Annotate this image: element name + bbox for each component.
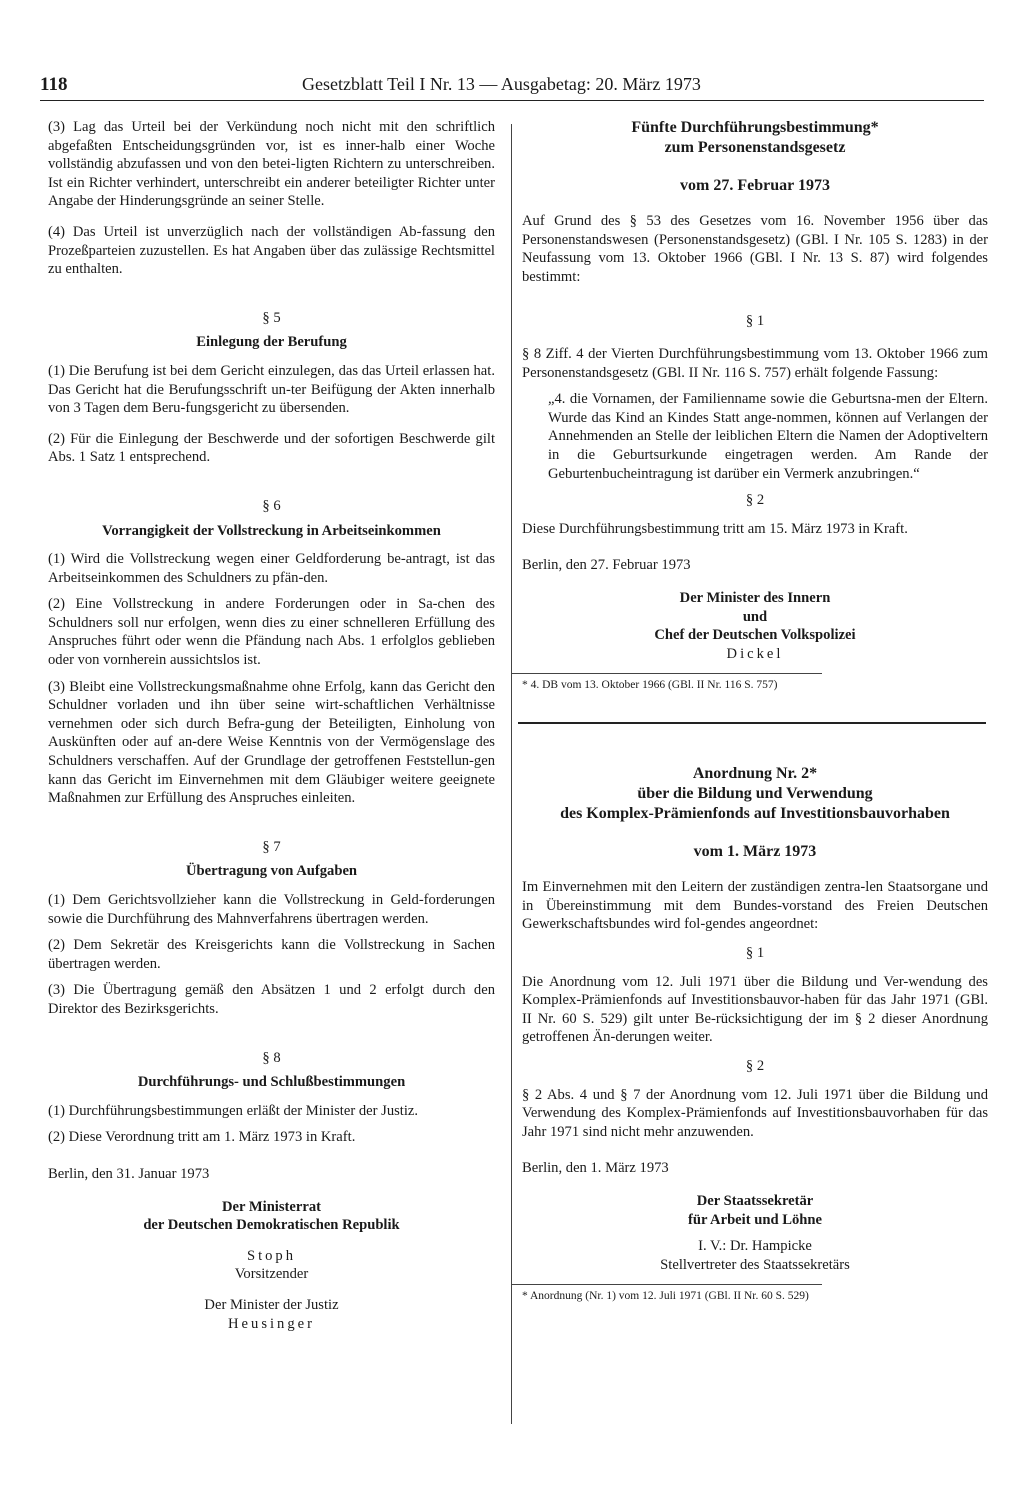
signatory-name: Stoph [246,1247,297,1264]
signatory-name: Dickel [726,645,784,662]
document-title: zum Personenstandsgesetz [664,139,846,156]
section-number: § 1 [745,313,765,330]
paragraph: Die Anordnung vom 12. Juli 1971 über die Bildung und Ver-wendung des Komplex-Prämienfonds auf Investitionsbauvor-haben für das Jahr 1971 (GBl. II Nr. 60 S. 529) gilt unter Be-rücksichtigung der im § 2 dieser Anordnung getroffenen Än-derungen weiter. [522,973,988,1046]
document-separator [518,722,986,724]
section-number: § 8 [262,1049,281,1066]
signatory-organ: und [742,608,768,625]
paragraph: (1) Wird die Vollstreckung wegen einer Geldforderung be-antragt, ist das Arbeitseinkommen des Schuldners zu pfän-den. [48,551,495,586]
signatory-role: Stellvertreter des Staatssekretärs [660,1256,850,1273]
signatory-organ: für Arbeit und Löhne [688,1211,822,1228]
signing-date: Berlin, den 1. März 1973 [522,1160,669,1177]
header-rule [40,100,984,101]
signatory-role: Vorsitzender [234,1266,309,1283]
column-divider [511,124,512,1424]
section-heading: Durchführungs- und Schlußbestimmungen [137,1074,406,1091]
signatory-name: I. V.: Dr. Hampicke [698,1238,812,1255]
right-column [522,118,988,1303]
document-date: vom 27. Februar 1973 [680,177,830,194]
paragraph: Diese Durchführungsbestimmung tritt am 15. März 1973 in Kraft. [522,520,908,537]
paragraph: (2) Für die Einlegung der Beschwerde und der sofortigen Beschwerde gilt Abs. 1 Satz 1 entsprechend. [48,430,495,466]
document-date: vom 1. März 1973 [693,843,817,861]
section-number: § 7 [262,838,281,855]
page-header-title: Gesetzblatt Teil I Nr. 13 — Ausgabetag: 20. März 1973 [302,74,701,94]
section-number: § 5 [262,309,281,326]
paragraph: (3) Die Übertragung gemäß den Absätzen 1 und 2 erfolgt durch den Direktor des Bezirksgerichts. [48,982,495,1017]
signatory-organ: Der Ministerrat [221,1198,321,1215]
paragraph: (4) Das Urteil ist unverzüglich nach der vollständigen Ab-fassung den Prozeßparteien zuzustellen. Es hat Angaben über das zulässige Rechtsmittel zu enthalten. [48,223,495,278]
paragraph: Auf Grund des § 53 des Gesetzes vom 16. November 1956 über das Personenstandswesen (Personenstandsgesetz) (GBl. I Nr. 105 S. 1283) in der Neufassung vom 13. Oktober 1966 (GBl. I Nr. 13 S. 87) wird folgendes bestimmt: [522,213,988,285]
page-number: 118 [40,74,68,95]
section-number: § 2 [745,492,765,509]
document-title: über die Bildung und Verwendung [637,785,873,803]
left-column [48,118,495,1333]
paragraph: (2) Diese Verordnung tritt am 1. März 1973 in Kraft. [48,1129,356,1146]
signatory-role: Der Minister der Justiz [204,1296,339,1313]
signatory-organ: der Deutschen Demokratischen Republik [143,1217,400,1234]
signatory-name: Heusinger [228,1315,315,1332]
signatory-organ: Chef der Deutschen Volkspolizei [654,627,856,644]
paragraph: § 2 Abs. 4 und § 7 der Anordnung vom 12. Juli 1971 über die Bildung und Verwendung des Komplex-Prämienfonds auf Investitionsbauvorhaben für das Jahr 1971 sind nicht mehr anzuwenden. [522,1086,988,1140]
paragraph: (1) Dem Gerichtsvollzieher kann die Vollstreckung in Geld-forderungen sowie die Durchführung des Mahnverfahrens übertragen werden. [48,892,495,927]
section-number: § 6 [262,497,281,514]
footnote: * 4. DB vom 13. Oktober 1966 (GBl. II Nr. 116 S. 757) [522,679,778,692]
signatory-organ: Der Staatssekretär [696,1193,814,1209]
paragraph: (1) Die Berufung ist bei dem Gericht einzulegen, das das Urteil erlassen hat. Das Gericht hat die Berufungsschrift un-ter Beifügung der Akten innerhalb von 3 Tagen dem Beru-fungsgericht zu übersenden. [48,362,495,417]
page-header [40,74,990,98]
signing-date: Berlin, den 31. Januar 1973 [48,1165,210,1182]
paragraph: (1) Durchführungsbestimmungen erläßt der Minister der Justiz. [48,1102,419,1119]
section-heading: Einlegung der Berufung [196,334,347,351]
footnote-rule [512,1284,822,1285]
paragraph: (2) Dem Sekretär des Kreisgerichts kann die Vollstreckung in Sachen übertragen werden. [48,937,495,972]
paragraph: (3) Lag das Urteil bei der Verkündung noch nicht mit den schriftlich abgefaßten Entscheidungsgründen vor, ist es inner-halb einer Woche vollständig abzufassen und von den betei-ligten Richtern zu unterschreiben. Ist ein Richter verhindert, unterschreibt ein anderer beteiligter Richter unter Angabe der Hinderungsgründe an seiner Stelle. [48,119,495,210]
document-title: Fünfte Durchführungsbestimmung* [631,119,879,136]
section-heading: Übertragung von Aufgaben [185,863,358,880]
document-title: des Komplex-Prämienfonds auf Investitionsbauvorhaben [560,805,950,823]
signing-date: Berlin, den 27. Februar 1973 [522,557,691,574]
footnote-rule [512,673,822,674]
section-heading: Vorrangigkeit der Vollstreckung in Arbeitseinkommen [102,522,441,539]
section-number: § 1 [745,945,765,962]
paragraph: § 8 Ziff. 4 der Vierten Durchführungsbestimmung vom 13. Oktober 1966 zum Personenstandsgesetz (GBl. II Nr. 116 S. 757) erhält folgende Fassung: [522,345,988,381]
signatory-organ: Der Minister des Innern [679,589,831,606]
footnote: * Anordnung (Nr. 1) vom 12. Juli 1971 (GBl. II Nr. 60 S. 529) [522,1290,809,1303]
paragraph: Im Einvernehmen mit den Leitern der zuständigen zentra-len Staatsorgane und in Übereinstimmung mit dem Bundes-vorstand des Freien Deutschen Gewerkschaftsbundes wird fol-gendes angeordnet: [522,879,988,933]
paragraph: (2) Eine Vollstreckung in andere Forderungen oder in Sa-chen des Schuldners soll nur erfolgen, wenn dies zu einer schnelleren Erfüllung des Anspruches führt oder wenn die Pfändung nach Abs. 1 erfolglos geblieben oder von vornherein aussichtslos ist. [48,596,495,669]
paragraph: (3) Bleibt eine Vollstreckungsmaßnahme ohne Erfolg, kann das Gericht den Schuldner vorladen und ihn über seine wirt-schaftlichen Verhältnisse vernehmen oder sich durch Befra-gung der Beteiligten, Einholung von Auskünften oder auf an-dere Weise Kenntnis von der Vermögenslage des Schuldners verschaffen. Auf der Grundlage der getroffenen Feststellun-gen kann das Gericht im Einvernehmen mit dem Gläubiger weitere geeignete Maßnahmen zur Erfüllung des Anspruches einleiten. [48,678,495,807]
section-number: § 2 [745,1058,765,1075]
quoted-provision: „4. die Vornamen, der Familienname sowie die Geburtsna-men der Eltern. Wurde das Kind an Kindes Statt ange-nommen, können auf Verlangen der Annehmenden an Stelle der leiblichen Eltern die Namen der Adoptiveltern in die Geburtsurkunde eingetragen werden. Am Rande der Geburtenbucheintragung ist darüber ein Vermerk anzubringen.“ [548,391,988,482]
document-title: Anordnung Nr. 2* [692,765,818,783]
